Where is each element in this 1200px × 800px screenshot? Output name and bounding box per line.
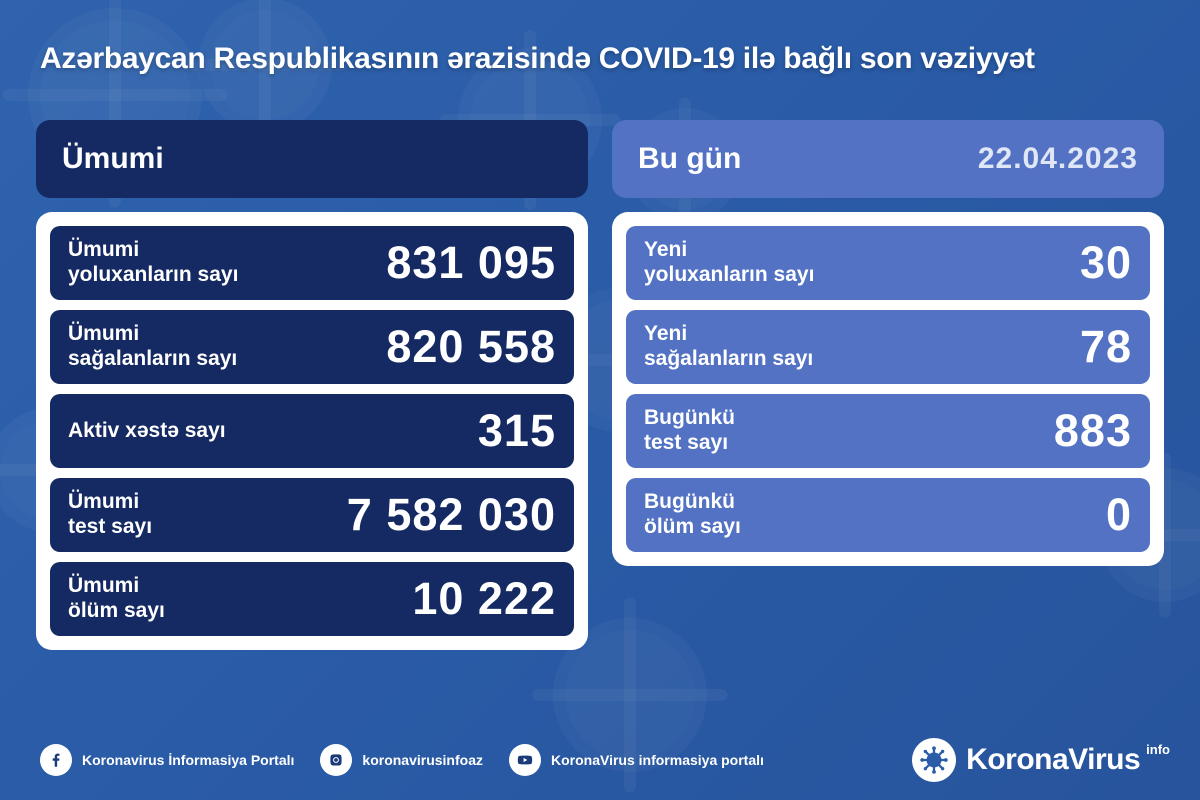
table-row — [50, 562, 574, 636]
stat-label-line2: test sayı — [68, 515, 153, 538]
stat-label-line1: Bugünkü — [644, 406, 735, 430]
instagram-icon — [320, 744, 352, 776]
stat-label — [644, 322, 813, 372]
today-panel-body — [612, 212, 1164, 566]
table-row — [626, 394, 1150, 468]
total-panel — [36, 120, 588, 650]
brand-suffix: info — [1146, 742, 1170, 757]
social-youtube[interactable] — [509, 744, 764, 776]
stat-label — [68, 490, 152, 540]
stat-value: 831 095 — [386, 237, 556, 288]
today-panel-header — [612, 120, 1164, 198]
table-row — [50, 478, 574, 552]
social-instagram[interactable] — [320, 744, 483, 776]
stat-label-line2: sağalanların sayı — [644, 347, 814, 370]
social-label: KoronaVirus informasiya portalı — [551, 752, 764, 768]
table-row — [50, 394, 574, 468]
social-label: koronavirusinfoaz — [362, 752, 483, 768]
footer — [40, 738, 1170, 782]
table-row — [50, 310, 574, 384]
stat-value: 30 — [1079, 237, 1132, 288]
table-row — [626, 478, 1150, 552]
stat-label-line2: sağalanların sayı — [68, 347, 238, 370]
stat-label-line1: Yeni — [644, 322, 688, 346]
stat-label — [644, 238, 814, 288]
page-title: Azərbaycan Respublikasının ərazisində COVID-19 ilə bağlı son vəziyyət — [40, 42, 1035, 75]
stat-value: 10 222 — [412, 573, 556, 624]
total-panel-header — [36, 120, 588, 198]
stat-label-line1: Bugünkü — [644, 490, 735, 514]
table-row — [626, 226, 1150, 300]
stat-value: 883 — [1053, 405, 1132, 456]
stat-label-line1: Ümumi — [68, 238, 140, 262]
stat-label — [68, 322, 237, 372]
stat-label-line2: yoluxanların sayı — [68, 263, 239, 286]
stat-label-line2: test sayı — [644, 431, 729, 454]
total-panel-title: Ümumi — [62, 142, 164, 175]
stat-label — [644, 490, 741, 540]
stat-label-line2: yoluxanların sayı — [644, 263, 815, 286]
virus-icon — [912, 738, 956, 782]
stat-label-line2: ölüm sayı — [644, 515, 741, 538]
stat-value: 820 558 — [386, 321, 556, 372]
stat-label-line1: Aktiv xəstə sayı — [68, 418, 226, 442]
stat-value: 315 — [477, 405, 556, 456]
today-panel — [612, 120, 1164, 650]
stat-label-line1: Ümumi — [68, 490, 140, 514]
total-panel-body — [36, 212, 588, 650]
stat-label-line2: ölüm sayı — [68, 599, 165, 622]
table-row — [626, 310, 1150, 384]
stat-label-line1: Yeni — [644, 238, 688, 262]
stat-label — [644, 406, 735, 456]
stat-label-line1: Ümumi — [68, 322, 140, 346]
stat-label — [68, 419, 226, 444]
facebook-icon — [40, 744, 72, 776]
social-label: Koronavirus İnformasiya Portalı — [82, 752, 295, 768]
stat-value: 78 — [1079, 321, 1132, 372]
stats-columns — [36, 120, 1164, 650]
stat-label — [68, 238, 238, 288]
stat-value: 0 — [1105, 489, 1132, 540]
brand-name: KoronaVirus — [966, 743, 1141, 776]
brand-logo[interactable] — [912, 738, 1170, 782]
stat-label-line1: Ümumi — [68, 574, 140, 598]
youtube-icon — [509, 744, 541, 776]
stat-value: 7 582 030 — [346, 489, 556, 540]
today-panel-title: Bu gün — [638, 142, 742, 175]
social-facebook[interactable] — [40, 744, 294, 776]
stat-label — [68, 574, 165, 624]
table-row — [50, 226, 574, 300]
report-date: 22.04.2023 — [977, 142, 1138, 175]
